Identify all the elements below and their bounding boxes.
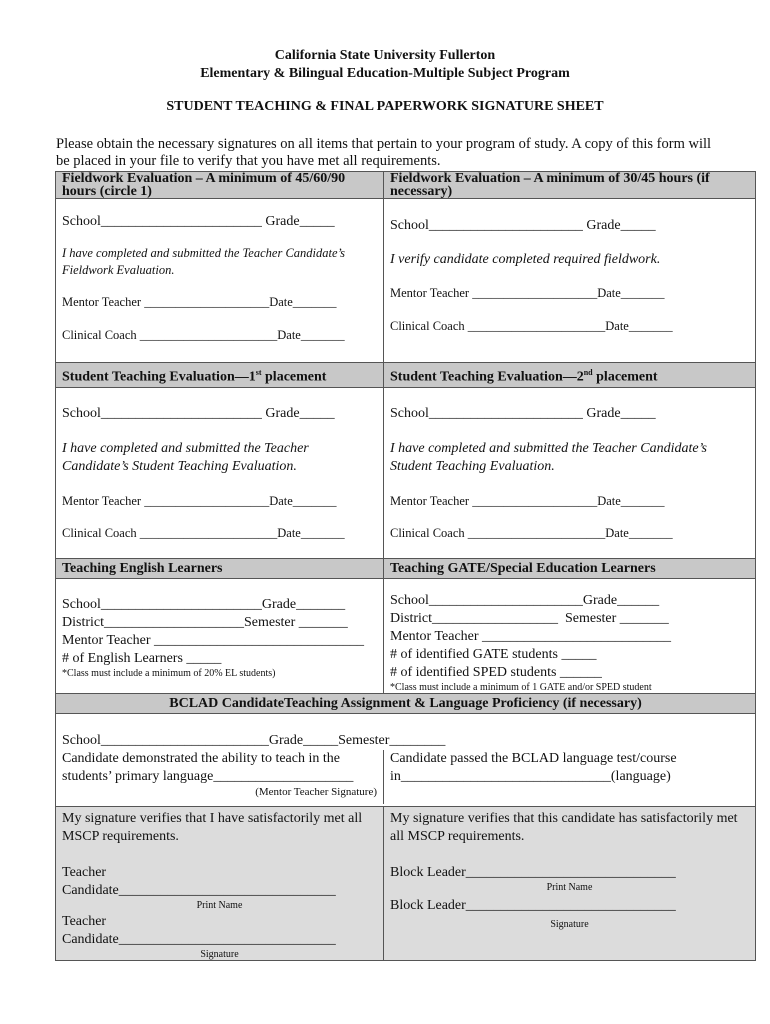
block-leader-signature-line[interactable]: Block Leader______________________________ bbox=[390, 897, 676, 913]
candidate-print-line[interactable]: Candidate_______________________________ bbox=[62, 882, 336, 898]
fieldwork-right-school[interactable]: School______________________ Grade_____ bbox=[390, 218, 656, 233]
print-name-caption: Print Name bbox=[196, 899, 243, 911]
student-teaching-left-header: Student Teaching Evaluation—1st placement bbox=[56, 363, 384, 388]
block-leader-signature-box bbox=[384, 806, 756, 960]
gate-mentor[interactable]: Mentor Teacher ___________________________ bbox=[390, 628, 672, 644]
block-leader-statement: My signature verifies that this candidate has satisfactorily met all MSCP requirements. bbox=[390, 810, 738, 844]
bclad-left bbox=[56, 750, 384, 804]
fieldwork-right-header: Fieldwork Evaluation – A minimum of 30/45 hours (if necessary) bbox=[384, 172, 756, 199]
gate-district[interactable]: District__________________ Semester _______ bbox=[390, 610, 669, 626]
candidate-signature-box bbox=[56, 806, 384, 960]
bclad-right-text2[interactable]: in______________________________(language) bbox=[390, 768, 671, 784]
candidate-signature-line[interactable]: Candidate_______________________________ bbox=[62, 931, 336, 947]
sped-count[interactable]: # of identified SPED students ______ bbox=[390, 664, 602, 680]
signature-form-table bbox=[55, 171, 756, 961]
fieldwork-right-cell bbox=[384, 199, 756, 363]
fieldwork-left-school[interactable]: School_______________________ Grade_____ bbox=[62, 214, 335, 229]
bclad-left-text1: Candidate demonstrated the ability to teach in the bbox=[62, 750, 340, 766]
student-teaching-right-mentor[interactable]: Mentor Teacher ____________________Date_______ bbox=[390, 493, 665, 508]
page-title: STUDENT TEACHING & FINAL PAPERWORK SIGNATURE SHEET bbox=[166, 99, 604, 114]
fieldwork-right-mentor[interactable]: Mentor Teacher ____________________Date_______ bbox=[390, 286, 665, 300]
bclad-header: BCLAD CandidateTeaching Assignment & Language Proficiency (if necessary) bbox=[56, 693, 756, 713]
student-teaching-right-statement: I have completed and submitted the Teacher Candidate’s Student Teaching Evaluation. bbox=[390, 440, 707, 474]
student-teaching-left-mentor[interactable]: Mentor Teacher ____________________Date_______ bbox=[62, 493, 337, 508]
intro-text: Please obtain the necessary signatures on all items that pertain to your program of study. A copy of this form will be placed in your file to verify that you have met all requirements. bbox=[56, 136, 712, 169]
gate-sped-cell bbox=[384, 578, 756, 693]
gate-note: *Class must include a minimum of 1 GATE and/or SPED student bbox=[390, 681, 652, 693]
fieldwork-right-coach[interactable]: Clinical Coach ______________________Date_______ bbox=[390, 319, 673, 333]
gate-count[interactable]: # of identified GATE students _____ bbox=[390, 646, 597, 662]
bclad-school-line[interactable]: School________________________Grade_____Semester________ bbox=[62, 732, 446, 748]
gate-school[interactable]: School______________________Grade______ bbox=[390, 592, 660, 608]
el-count[interactable]: # of English Learners _____ bbox=[62, 650, 222, 666]
fieldwork-left-header: Fieldwork Evaluation – A minimum of 45/60/90 hours (circle 1) bbox=[56, 172, 384, 199]
block-leader-print-line[interactable]: Block Leader______________________________ bbox=[390, 864, 676, 880]
block-leader-print-caption: Print Name bbox=[546, 881, 593, 893]
fieldwork-right-statement: I verify candidate completed required fieldwork. bbox=[390, 252, 661, 267]
student-teaching-right-header: Student Teaching Evaluation—2nd placement bbox=[384, 363, 756, 388]
fieldwork-left-statement: I have completed and submitted the Teacher Candidate’s Fieldwork Evaluation. bbox=[62, 246, 345, 277]
bclad-left-caption: (Mentor Teacher Signature) bbox=[255, 785, 377, 798]
teacher-label-1: Teacher bbox=[62, 864, 107, 880]
student-teaching-right-cell bbox=[384, 387, 756, 558]
student-teaching-right-school[interactable]: School______________________ Grade_____ bbox=[390, 405, 656, 421]
fieldwork-left-mentor[interactable]: Mentor Teacher ____________________Date_______ bbox=[62, 295, 337, 309]
program-name: Elementary & Bilingual Education-Multiple Subject Program bbox=[200, 66, 570, 81]
university-name: California State University Fullerton bbox=[274, 48, 496, 63]
bclad-right-text1: Candidate passed the BCLAD language test/course bbox=[390, 750, 677, 766]
block-leader-signature-caption: Signature bbox=[550, 918, 589, 930]
el-mentor[interactable]: Mentor Teacher ______________________________ bbox=[62, 632, 365, 648]
bclad-cell bbox=[56, 713, 756, 806]
english-learners-cell bbox=[56, 578, 384, 693]
signature-caption: Signature bbox=[200, 948, 239, 960]
student-teaching-right-coach[interactable]: Clinical Coach ______________________Date_______ bbox=[390, 525, 673, 540]
gate-sped-header: Teaching GATE/Special Education Learners bbox=[384, 558, 756, 578]
el-school[interactable]: School_______________________Grade_______ bbox=[62, 596, 346, 612]
bclad-right bbox=[384, 750, 683, 804]
fieldwork-left-coach[interactable]: Clinical Coach ______________________Date_______ bbox=[62, 328, 345, 342]
student-teaching-left-cell bbox=[56, 387, 384, 558]
english-learners-header: Teaching English Learners bbox=[56, 558, 384, 578]
bclad-left-text2[interactable]: students’ primary language____________________ bbox=[62, 768, 354, 784]
student-teaching-left-statement: I have completed and submitted the Teacher Candidate’s Student Teaching Evaluation. bbox=[62, 440, 309, 474]
candidate-statement: My signature verifies that I have satisfactorily met all MSCP requirements. bbox=[62, 810, 363, 844]
student-teaching-left-coach[interactable]: Clinical Coach ______________________Date_______ bbox=[62, 525, 345, 540]
fieldwork-left-cell bbox=[56, 199, 384, 363]
header-block bbox=[0, 47, 770, 83]
student-teaching-left-school[interactable]: School_______________________ Grade_____ bbox=[62, 405, 335, 421]
el-district[interactable]: District____________________Semester _______ bbox=[62, 614, 348, 630]
teacher-label-2: Teacher bbox=[62, 913, 107, 929]
el-note: *Class must include a minimum of 20% EL students) bbox=[62, 667, 276, 679]
